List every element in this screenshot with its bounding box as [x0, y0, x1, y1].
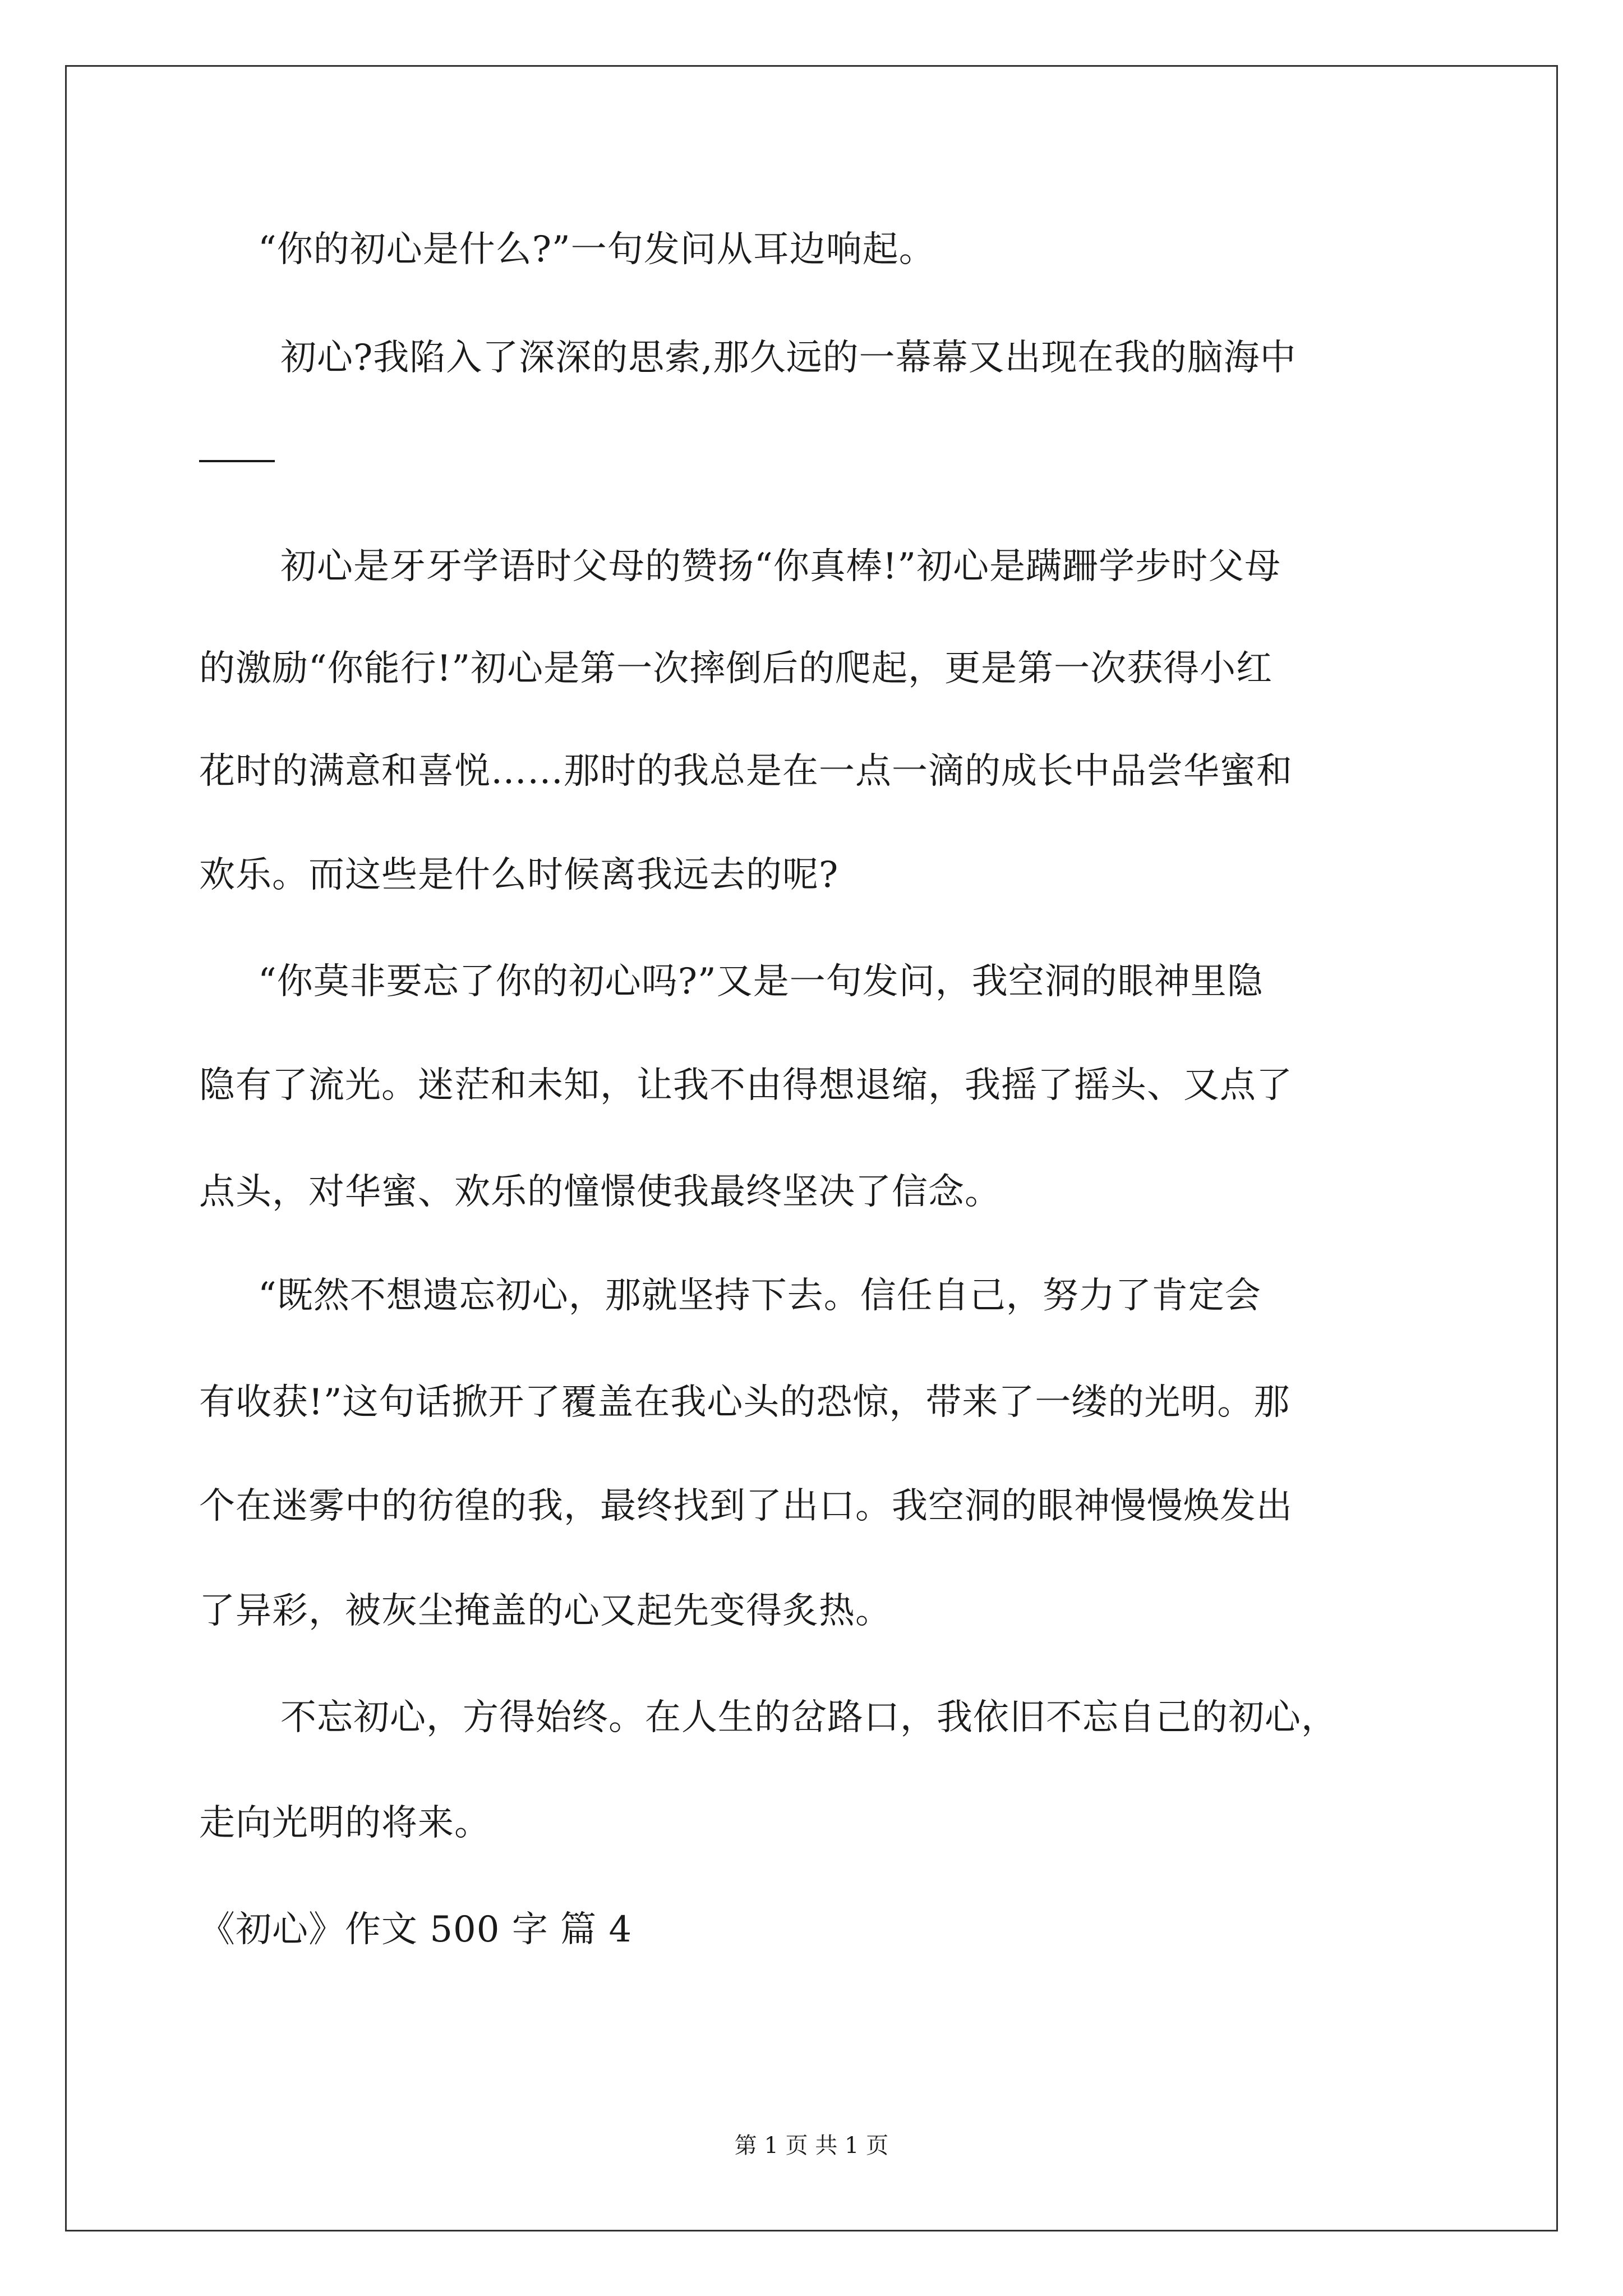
paragraph-2-dash: [199, 460, 275, 462]
paragraph-1-line-1: “你的初心是什么?”一句发问从耳边响起。: [258, 229, 935, 270]
paragraph-3-line-4: 欢乐。而这些是什么时候离我远去的呢?: [199, 854, 839, 896]
paragraph-5-line-1: “既然不想遗忘初心，那就坚持下去。信任自己，努力了肯定会: [258, 1275, 1261, 1317]
paragraph-4-line-2: 隐有了流光。迷茫和未知，让我不由得想退缩，我摇了摇头、又点了: [199, 1065, 1293, 1106]
paragraph-3-line-1: 初心是牙牙学语时父母的赞扬“你真棒!”初心是蹒跚学步时父母: [280, 546, 1281, 587]
paragraph-6-line-1: 不忘初心，方得始终。在人生的岔路口，我依旧不忘自己的初心，: [280, 1697, 1338, 1738]
paragraph-2-line-1: 初心?我陷入了深深的思索,那久远的一幕幕又出现在我的脑海中: [280, 337, 1297, 379]
paragraph-4-line-1: “你莫非要忘了你的初心吗?”又是一句发问，我空洞的眼神里隐: [258, 961, 1264, 1002]
page-border: [65, 65, 1558, 2231]
section-heading: 《初心》作文 500 字 篇 4: [199, 1909, 633, 1950]
paragraph-4-line-3: 点头，对华蜜、欢乐的憧憬使我最终坚决了信念。: [199, 1171, 1001, 1213]
paragraph-5-line-3: 个在迷雾中的彷徨的我，最终找到了出口。我空洞的眼神慢慢焕发出: [199, 1485, 1293, 1527]
paragraph-3-line-3: 花时的满意和喜悦……那时的我总是在一点一滴的成长中品尝华蜜和: [199, 751, 1293, 792]
paragraph-6-line-2: 走向光明的将来。: [199, 1802, 491, 1844]
page-number-footer: 第 1 页 共 1 页: [734, 2133, 889, 2159]
paragraph-5-line-2: 有收获!”这句话掀开了覆盖在我心头的恐惊，带来了一缕的光明。那: [199, 1382, 1290, 1423]
paragraph-3-line-2: 的激励“你能行!”初心是第一次摔倒后的爬起，更是第一次获得小红: [199, 648, 1273, 689]
paragraph-5-line-4: 了异彩，被灰尘掩盖的心又起先变得炙热。: [199, 1590, 892, 1632]
